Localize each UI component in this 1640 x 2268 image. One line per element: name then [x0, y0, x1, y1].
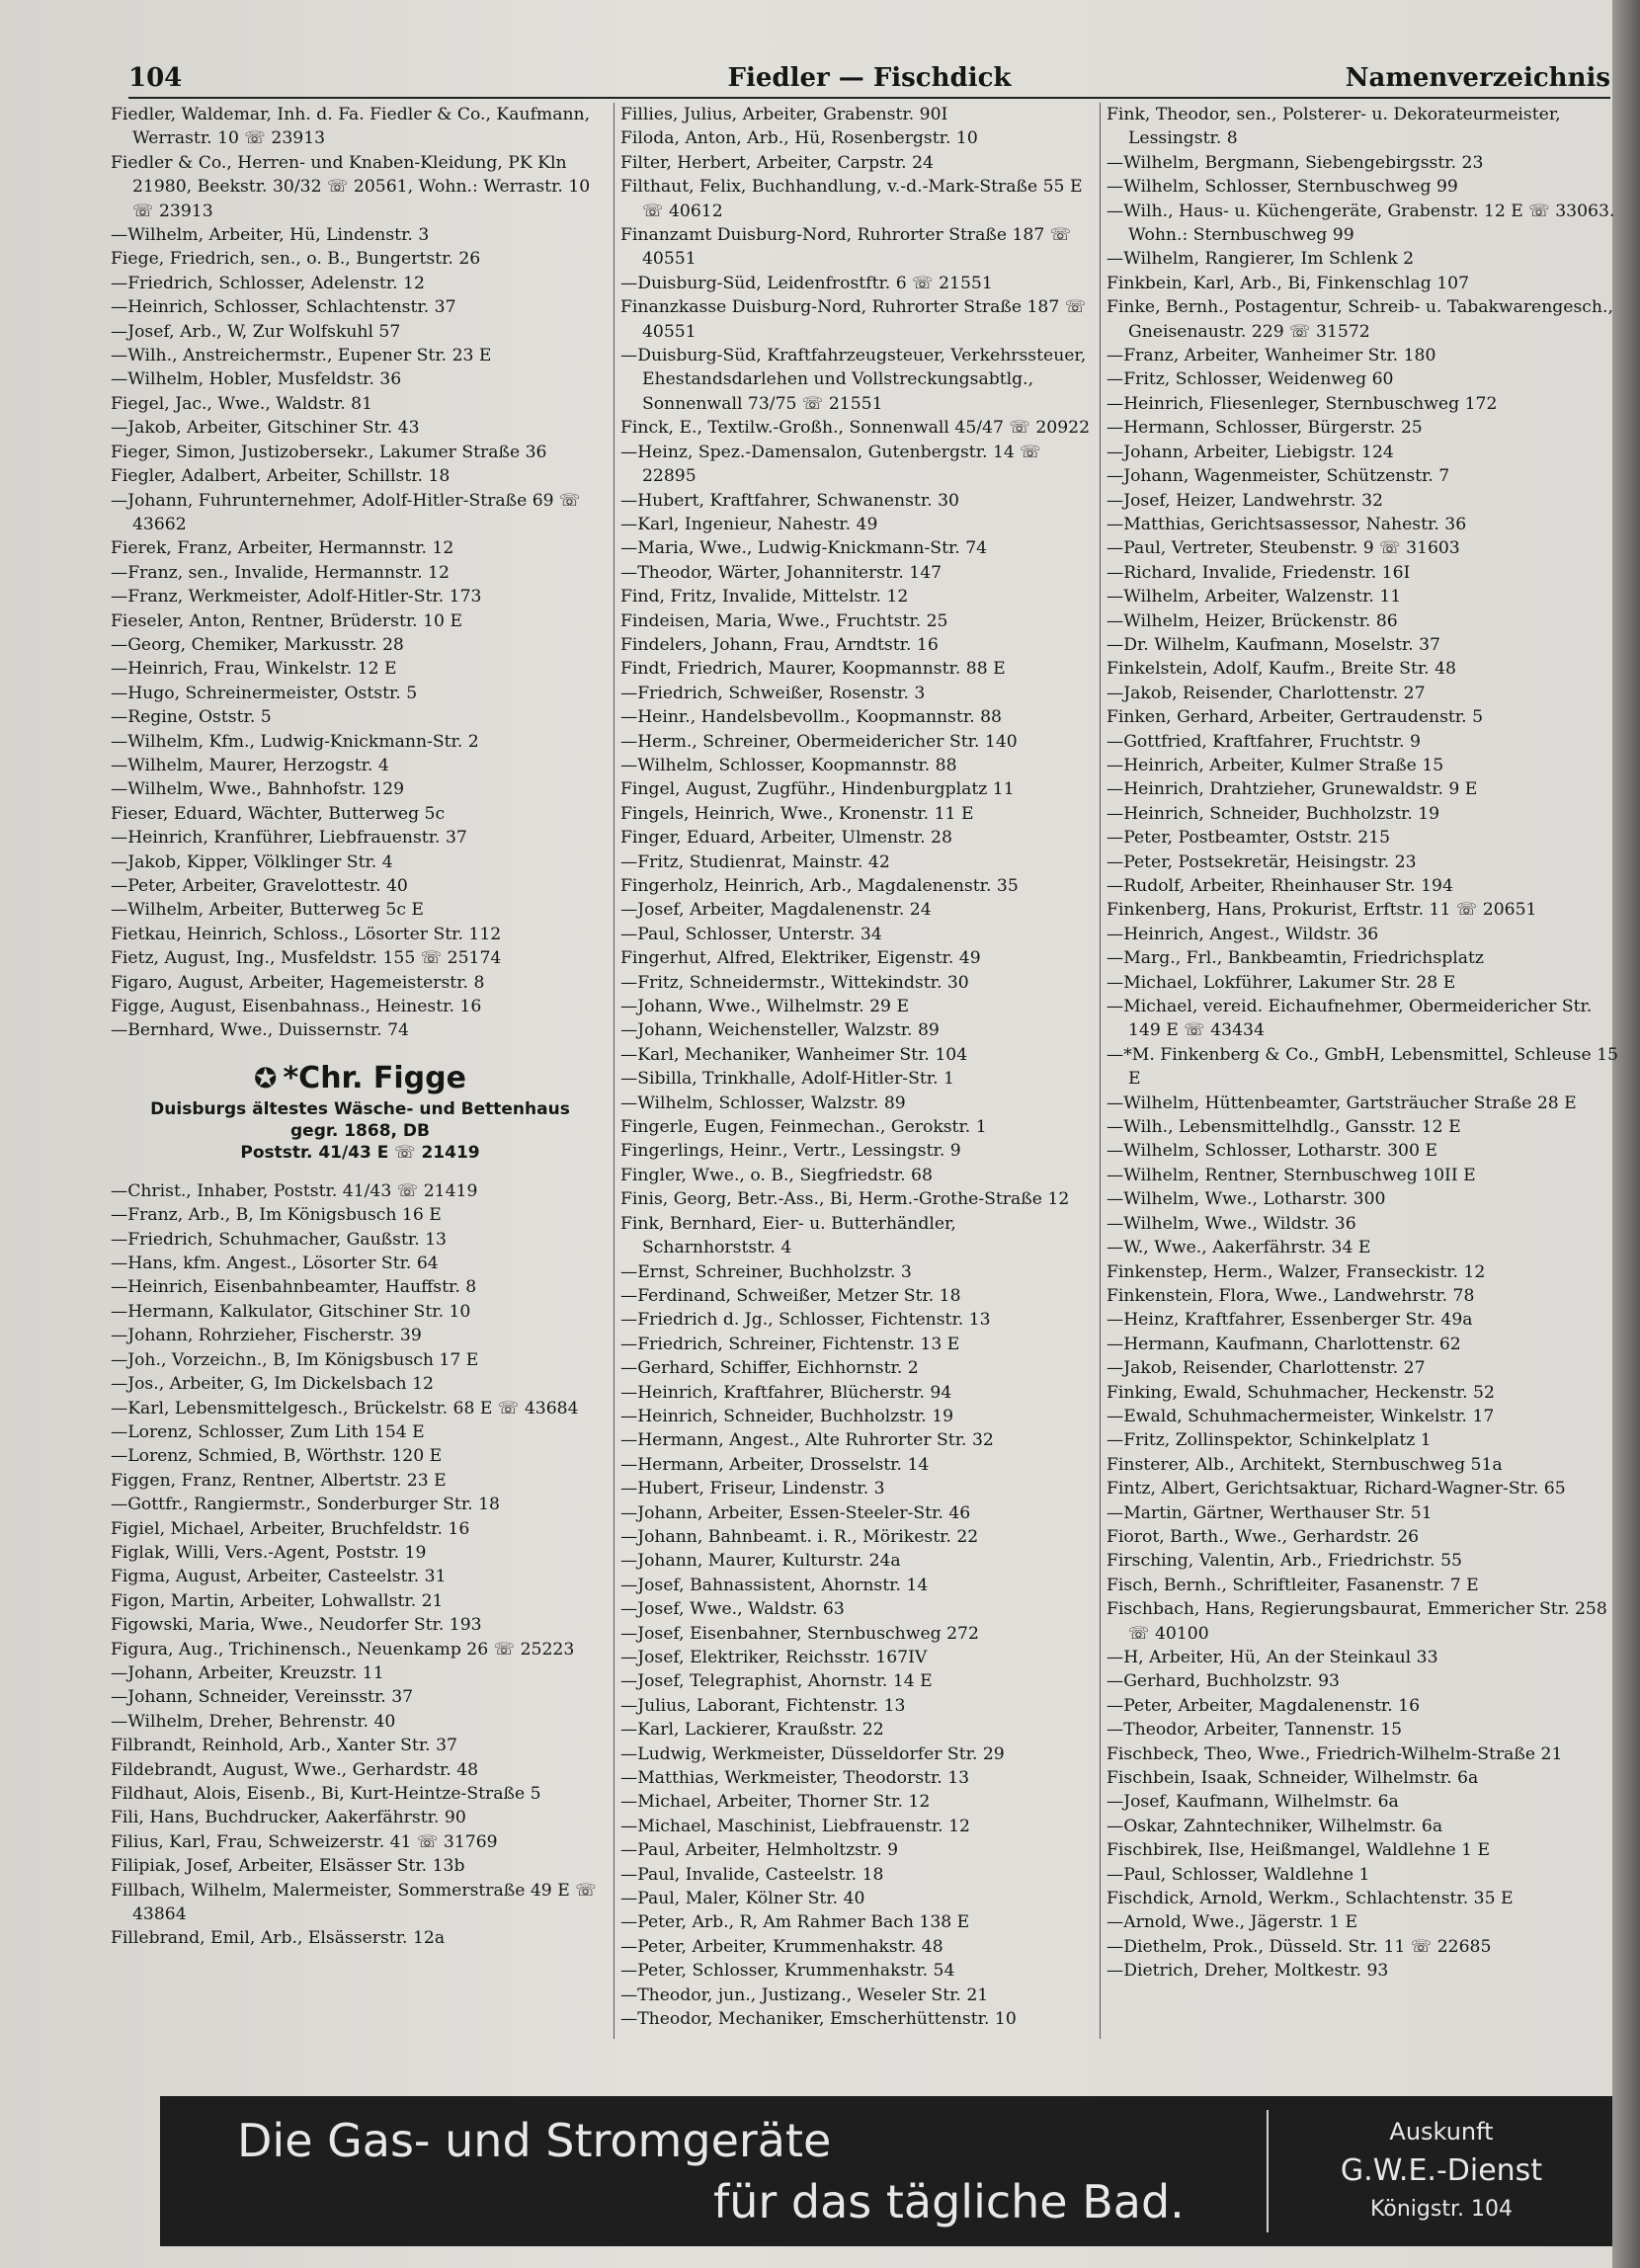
directory-entry: —Georg, Chemiker, Markusstr. 28: [111, 634, 404, 655]
directory-entry: —*M. Finkenberg & Co., GmbH, Lebensmittel, Schleuse 15 E: [1107, 1044, 1618, 1090]
directory-entry: Fili, Hans, Buchdrucker, Aakerfährstr. 90: [111, 1808, 466, 1828]
directory-entry: Fieser, Eduard, Wächter, Butterweg 5c: [111, 803, 446, 824]
directory-entry: —Dietrich, Dreher, Moltkestr. 93: [1107, 1961, 1389, 1982]
directory-entry: Fischbeck, Theo, Wwe., Friedrich-Wilhelm-Straße 21: [1107, 1743, 1563, 1764]
directory-entry: —Josef, Arbeiter, Magdalenenstr. 24: [620, 900, 932, 921]
page-header: [128, 61, 1610, 99]
directory-entry: —Wilhelm, Kfm., Ludwig-Knickmann-Str. 2: [111, 731, 479, 752]
advertisement-figge: [111, 1059, 610, 1164]
directory-entry: —Heinr., Handelsbevollm., Koopmannstr. 88: [620, 707, 1002, 728]
directory-entry: —Josef, Elektriker, Reichsstr. 167IV: [620, 1648, 928, 1667]
directory-entry: —Friedrich d. Jg., Schlosser, Fichtenstr. 13: [620, 1310, 991, 1331]
directory-entry: —Heinrich, Schneider, Buchholzstr. 19: [1107, 803, 1440, 824]
directory-entry: —Wilhelm, Schlosser, Koopmannstr. 88: [620, 755, 957, 775]
directory-entry: —Paul, Maler, Kölner Str. 40: [620, 1889, 865, 1909]
directory-entry: Figura, Aug., Trichinensch., Neuenkamp 26 ☏ 25223: [111, 1639, 575, 1660]
directory-entry: —Michael, Maschinist, Liebfrauenstr. 12: [620, 1816, 970, 1836]
directory-entry: Finkbein, Karl, Arb., Bi, Finkenschlag 107: [1107, 273, 1470, 293]
directory-entry: —Heinrich, Schneider, Buchholzstr. 19: [620, 1406, 954, 1426]
directory-entry: —Wilhelm, Maurer, Herzogstr. 4: [111, 755, 389, 775]
directory-entry: —Paul, Invalide, Casteelstr. 18: [620, 1864, 884, 1885]
directory-entry: —Ewald, Schuhmachermeister, Winkelstr. 17: [1107, 1406, 1495, 1426]
running-head: Fiedler — Fischdick: [727, 63, 1012, 93]
directory-entry: Fingler, Wwe., o. B., Siegfriedstr. 68: [620, 1165, 933, 1185]
directory-entry: —Gerhard, Schiffer, Eichhornstr. 2: [620, 1358, 919, 1379]
entry-list: [1107, 103, 1620, 1984]
page-number: 104: [128, 63, 183, 93]
directory-entry: —Joh., Vorzeichn., B, Im Königsbusch 17 E: [111, 1349, 479, 1370]
directory-entry: Fingerle, Eugen, Feinmechan., Gerokstr. 1: [620, 1117, 987, 1138]
directory-entry: —Johann, Arbeiter, Liebigstr. 124: [1107, 442, 1394, 462]
directory-entry: —Rudolf, Arbeiter, Rheinhauser Str. 194: [1107, 876, 1453, 896]
directory-entry: —Peter, Arb., R, Am Rahmer Bach 138 E: [620, 1912, 970, 1933]
directory-entry: Filter, Herbert, Arbeiter, Carpstr. 24: [620, 152, 934, 173]
directory-entry: —Peter, Postsekretär, Heisingstr. 23: [1107, 851, 1417, 872]
directory-entry: —Peter, Arbeiter, Magdalenenstr. 16: [1107, 1695, 1421, 1716]
directory-entry: —Karl, Lebensmittelgesch., Brückelstr. 68 E ☏ 43684: [111, 1398, 579, 1418]
directory-entry: —Martin, Gärtner, Werthauser Str. 51: [1107, 1502, 1433, 1523]
directory-entry: Fink, Bernhard, Eier- u. Butterhändler, Scharnhorststr. 4: [620, 1213, 956, 1258]
directory-entry: Fischbach, Hans, Regierungsbaurat, Emmericher Str. 258 ☏ 40100: [1107, 1599, 1607, 1644]
directory-entry: —Karl, Ingenieur, Nahestr. 49: [620, 514, 878, 534]
directory-entry: —Karl, Lackierer, Kraußstr. 22: [620, 1720, 884, 1741]
directory-entry: —Heinrich, Angest., Wildstr. 36: [1107, 924, 1379, 944]
directory-entry: —W., Wwe., Aakerfährstr. 34 E: [1107, 1238, 1371, 1258]
directory-entry: Fieger, Simon, Justizobersekr., Lakumer Straße 36: [111, 442, 547, 462]
directory-entry: Fietkau, Heinrich, Schloss., Lösorter Str. 112: [111, 924, 502, 944]
directory-entry: —Heinrich, Fliesenleger, Sternbuschweg 172: [1107, 393, 1498, 414]
directory-entry: Fingel, August, Zugführ., Hindenburgplatz 11: [620, 779, 1015, 800]
directory-entry: —Josef, Heizer, Landwehrstr. 32: [1107, 490, 1383, 511]
directory-entry: Fietz, August, Ing., Musfeldstr. 155 ☏ 25174: [111, 948, 502, 969]
directory-entry: —Josef, Bahnassistent, Ahornstr. 14: [620, 1575, 929, 1595]
directory-entry: —Lorenz, Schlosser, Zum Lith 154 E: [111, 1421, 425, 1442]
directory-entry: —Wilhelm, Dreher, Behrenstr. 40: [111, 1711, 396, 1732]
directory-entry: —Dr. Wilhelm, Kaufmann, Moselstr. 37: [1107, 634, 1440, 655]
directory-entry: Finkelstein, Adolf, Kaufm., Breite Str. 48: [1107, 659, 1456, 680]
directory-entry: Fintz, Albert, Gerichtsaktuar, Richard-Wagner-Str. 65: [1107, 1479, 1566, 1499]
directory-entry: —Wilh., Anstreichermstr., Eupener Str. 23 E: [111, 346, 492, 366]
entry-list: [111, 103, 610, 1043]
directory-entry: —Johann, Wagenmeister, Schützenstr. 7: [1107, 466, 1450, 487]
entry-list: [620, 103, 1095, 2032]
directory-entry: —Wilhelm, Hobler, Musfeldstr. 36: [111, 369, 402, 390]
section-title: Namenverzeichnis: [1345, 63, 1610, 93]
ad-line: gegr. 1868, DB: [290, 1120, 430, 1141]
directory-entry: —Wilhelm, Arbeiter, Hü, Lindenstr. 3: [111, 225, 430, 246]
directory-entry: —Wilhelm, Schlosser, Sternbuschweg 99: [1107, 177, 1458, 198]
directory-entry: Figge, August, Eisenbahnass., Heinestr. 16: [111, 997, 482, 1017]
directory-entry: Fieseler, Anton, Rentner, Brüderstr. 10 E: [111, 610, 462, 631]
directory-entry: —Wilhelm, Heizer, Brückenstr. 86: [1107, 610, 1398, 631]
directory-entry: —Michael, vereid. Eichaufnehmer, Obermeidericher Str. 149 E ☏ 43434: [1107, 997, 1593, 1041]
directory-entry: —Fritz, Schlosser, Weidenweg 60: [1107, 369, 1394, 390]
ad-title: *Chr. Figge: [283, 1060, 466, 1095]
directory-entry: —Wilhelm, Schlosser, Walzstr. 89: [620, 1093, 906, 1113]
directory-entry: —Herm., Schreiner, Obermeidericher Str. 140: [620, 731, 1018, 752]
directory-entry: —Wilhelm, Bergmann, Siebengebirgsstr. 23: [1107, 152, 1484, 173]
directory-entry: —Michael, Lokführer, Lakumer Str. 28 E: [1107, 972, 1456, 993]
directory-entry: —Marg., Frl., Bankbeamtin, Friedrichsplatz: [1107, 948, 1484, 969]
directory-entry: Finken, Gerhard, Arbeiter, Gertraudenstr. 5: [1107, 707, 1484, 728]
directory-entry: —Wilhelm, Wwe., Wildstr. 36: [1107, 1213, 1356, 1234]
directory-entry: —Johann, Wwe., Wilhelmstr. 29 E: [620, 997, 910, 1017]
directory-entry: —Christ., Inhaber, Poststr. 41/43 ☏ 21419: [111, 1180, 478, 1201]
column-2: [620, 103, 1095, 2039]
directory-entry: —Ernst, Schreiner, Buchholzstr. 3: [620, 1261, 912, 1282]
directory-entry: —Friedrich, Schuhmacher, Gaußstr. 13: [111, 1229, 447, 1250]
footer-info-name: G.W.E.-Dienst: [1340, 2153, 1543, 2188]
directory-entry: —Josef, Kaufmann, Wilhelmstr. 6a: [1107, 1792, 1399, 1813]
directory-entry: —Fritz, Zollinspektor, Schinkelplatz 1: [1107, 1430, 1432, 1451]
directory-entry: —Richard, Invalide, Friedenstr. 16I: [1107, 562, 1411, 583]
directory-entry: Finanzkasse Duisburg-Nord, Ruhrorter Straße 187 ☏ 40551: [620, 297, 1087, 342]
directory-entry: —Heinrich, Eisenbahnbeamter, Hauffstr. 8: [111, 1277, 477, 1298]
entry-list: [111, 1179, 610, 1951]
directory-entry: —Heinrich, Schlosser, Schlachtenstr. 37: [111, 297, 456, 318]
directory-entry: —Hermann, Arbeiter, Drosselstr. 14: [620, 1454, 930, 1475]
directory-entry: —Heinrich, Kraftfahrer, Blücherstr. 94: [620, 1382, 952, 1403]
directory-entry: —Wilhelm, Wwe., Bahnhofstr. 129: [111, 779, 405, 800]
directory-entry: Fierek, Franz, Arbeiter, Hermannstr. 12: [111, 538, 454, 559]
directory-entry: —Matthias, Gerichtsassessor, Nahestr. 36: [1107, 514, 1467, 534]
directory-entry: —Hermann, Kalkulator, Gitschiner Str. 10: [111, 1301, 471, 1322]
directory-entry: —Karl, Mechaniker, Wanheimer Str. 104: [620, 1044, 968, 1065]
directory-entry: —Friedrich, Schlosser, Adelenstr. 12: [111, 273, 425, 293]
directory-entry: Fillebrand, Emil, Arb., Elsässerstr. 12a: [111, 1928, 446, 1949]
directory-entry: Fiedler, Waldemar, Inh. d. Fa. Fiedler & Co., Kaufmann, Werrastr. 10 ☏ 23913: [111, 105, 591, 149]
directory-entry: Figon, Martin, Arbeiter, Lohwallstr. 21: [111, 1590, 444, 1611]
directory-entry: —Jakob, Arbeiter, Gitschiner Str. 43: [111, 418, 420, 439]
column-divider: [1100, 103, 1101, 2039]
directory-entry: —Friedrich, Schreiner, Fichtenstr. 13 E: [620, 1334, 960, 1354]
directory-entry: —Arnold, Wwe., Jägerstr. 1 E: [1107, 1912, 1358, 1933]
directory-entry: Fiegler, Adalbert, Arbeiter, Schillstr. 18: [111, 466, 451, 487]
directory-entry: —Johann, Weichensteller, Walzstr. 89: [620, 1020, 940, 1041]
column-1: [111, 103, 610, 2039]
ad-line: Duisburgs ältestes Wäsche- und Bettenhaus: [150, 1098, 570, 1119]
directory-entry: Figiel, Michael, Arbeiter, Bruchfeldstr. 16: [111, 1518, 470, 1539]
directory-entry: —Josef, Wwe., Waldstr. 63: [620, 1599, 845, 1620]
directory-entry: Filoda, Anton, Arb., Hü, Rosenbergstr. 10: [620, 128, 978, 149]
directory-entry: Figowski, Maria, Wwe., Neudorfer Str. 193: [111, 1615, 482, 1636]
directory-entry: —Heinrich, Frau, Winkelstr. 12 E: [111, 659, 397, 680]
directory-entry: Finck, E., Textilw.-Großh., Sonnenwall 45/47 ☏ 20922: [620, 418, 1091, 439]
directory-entry: —Ludwig, Werkmeister, Düsseldorfer Str. 29: [620, 1743, 1005, 1764]
directory-entry: —Hubert, Friseur, Lindenstr. 3: [620, 1479, 885, 1499]
directory-entry: —Sibilla, Trinkhalle, Adolf-Hitler-Str. 1: [620, 1069, 954, 1090]
directory-entry: Finkenberg, Hans, Prokurist, Erftstr. 11 ☏ 20651: [1107, 900, 1537, 921]
directory-entry: —Josef, Telegraphist, Ahornstr. 14 E: [620, 1671, 933, 1692]
directory-entry: —Gottfried, Kraftfahrer, Fruchtstr. 9: [1107, 731, 1421, 752]
directory-entry: —Paul, Schlosser, Waldlehne 1: [1107, 1864, 1370, 1885]
directory-entry: Filbrandt, Reinhold, Arb., Xanter Str. 37: [111, 1736, 457, 1756]
directory-entry: —Michael, Arbeiter, Thorner Str. 12: [620, 1792, 931, 1813]
directory-entry: —Theodor, Arbeiter, Tannenstr. 15: [1107, 1720, 1403, 1741]
directory-entry: Fiedler & Co., Herren- und Knaben-Kleidung, PK Kln 21980, Beekstr. 30/32 ☏ 20561, Wohn.: Werrastr. 10 ☏ 23913: [111, 152, 591, 221]
figge-logo-icon: ✪: [254, 1061, 278, 1094]
directory-entry: Finkenstep, Herm., Walzer, Franseckistr. 12: [1107, 1261, 1486, 1282]
directory-entry: Filius, Karl, Frau, Schweizerstr. 41 ☏ 31769: [111, 1831, 498, 1852]
directory-entry: Findelers, Johann, Frau, Arndtstr. 16: [620, 634, 939, 655]
directory-entry: —Wilhelm, Arbeiter, Butterweg 5c E: [111, 900, 424, 921]
directory-entry: Fildhaut, Alois, Eisenb., Bi, Kurt-Heintze-Straße 5: [111, 1784, 541, 1804]
directory-entry: —Heinrich, Kranführer, Liebfrauenstr. 37: [111, 828, 467, 849]
directory-entry: Findt, Friedrich, Maurer, Koopmannstr. 88 E: [620, 659, 1006, 680]
ad-line: Poststr. 41/43 E ☏ 21419: [240, 1142, 480, 1163]
directory-entry: —Heinz, Spez.-Damensalon, Gutenbergstr. 14 ☏ 22895: [620, 442, 1041, 487]
directory-entry: Fingerholz, Heinrich, Arb., Magdalenenstr. 35: [620, 876, 1019, 896]
directory-entry: —Lorenz, Schmied, B, Wörthstr. 120 E: [111, 1446, 443, 1467]
directory-entry: —Oskar, Zahntechniker, Wilhelmstr. 6a: [1107, 1816, 1443, 1836]
footer-info-address: Königstr. 104: [1370, 2197, 1513, 2222]
directory-entry: Filthaut, Felix, Buchhandlung, v.-d.-Mark-Straße 55 E ☏ 40612: [620, 177, 1083, 221]
directory-entry: —Hugo, Schreinermeister, Oststr. 5: [111, 683, 418, 703]
directory-entry: Finanzamt Duisburg-Nord, Ruhrorter Straße 187 ☏ 40551: [620, 225, 1072, 270]
directory-entry: Finger, Eduard, Arbeiter, Ulmenstr. 28: [620, 828, 952, 849]
directory-entry: Figgen, Franz, Rentner, Albertstr. 23 E: [111, 1470, 447, 1491]
directory-entry: Fingerlings, Heinr., Vertr., Lessingstr. 9: [620, 1141, 961, 1162]
directory-entry: Finsterer, Alb., Architekt, Sternbuschweg 51a: [1107, 1454, 1503, 1475]
directory-entry: —Friedrich, Schweißer, Rosenstr. 3: [620, 683, 926, 703]
directory-entry: Fillbach, Wilhelm, Malermeister, Sommerstraße 49 E ☏ 43864: [111, 1880, 597, 1925]
directory-entry: —Heinrich, Drahtzieher, Grunewaldstr. 9 E: [1107, 779, 1478, 800]
directory-entry: —Wilhelm, Arbeiter, Walzenstr. 11: [1107, 587, 1402, 608]
directory-entry: —Regine, Oststr. 5: [111, 707, 272, 728]
directory-entry: Filipiak, Josef, Arbeiter, Elsässer Str. 13b: [111, 1856, 465, 1877]
directory-entry: —Julius, Laborant, Fichtenstr. 13: [620, 1695, 906, 1716]
footer-slogan-line: Die Gas- und Stromgeräte: [237, 2114, 832, 2167]
directory-entry: —Wilh., Lebensmittelhdlg., Gansstr. 12 E: [1107, 1117, 1461, 1138]
directory-entry: —Jakob, Kipper, Völklinger Str. 4: [111, 851, 393, 872]
directory-entry: Figaro, August, Arbeiter, Hagemeisterstr. 8: [111, 972, 485, 993]
directory-entry: —Duisburg-Süd, Leidenfrostftr. 6 ☏ 21551: [620, 273, 993, 293]
directory-entry: Fischdick, Arnold, Werkm., Schlachtenstr. 35 E: [1107, 1889, 1514, 1909]
directory-entry: —Johann, Arbeiter, Kreuzstr. 11: [111, 1662, 384, 1683]
directory-entry: —Johann, Arbeiter, Essen-Steeler-Str. 46: [620, 1502, 971, 1523]
directory-entry: —Theodor, jun., Justizang., Weseler Str. 21: [620, 1984, 989, 2005]
directory-entry: —Franz, sen., Invalide, Hermannstr. 12: [111, 562, 450, 583]
directory-entry: —Peter, Postbeamter, Oststr. 215: [1107, 828, 1391, 849]
directory-entry: —Paul, Vertreter, Steubenstr. 9 ☏ 31603: [1107, 538, 1460, 559]
directory-entry: —Hans, kfm. Angest., Lösorter Str. 64: [111, 1254, 439, 1274]
footer-slogan-line: für das tägliche Bad.: [713, 2175, 1185, 2228]
directory-entry: —Wilhelm, Rangierer, Im Schlenk 2: [1107, 249, 1415, 270]
directory-entry: —Jakob, Reisender, Charlottenstr. 27: [1107, 683, 1426, 703]
directory-entry: —Fritz, Studienrat, Mainstr. 42: [620, 851, 890, 872]
directory-entry: —Franz, Werkmeister, Adolf-Hitler-Str. 173: [111, 587, 482, 608]
directory-entry: —Jakob, Reisender, Charlottenstr. 27: [1107, 1358, 1426, 1379]
directory-entry: Finis, Georg, Betr.-Ass., Bi, Herm.-Grothe-Straße 12: [620, 1189, 1070, 1210]
directory-entry: Fildebrandt, August, Wwe., Gerhardstr. 48: [111, 1759, 479, 1780]
directory-entry: —Wilhelm, Hüttenbeamter, Gartsträucher Straße 28 E: [1107, 1093, 1577, 1113]
directory-entry: —Fritz, Schneidermstr., Wittekindstr. 30: [620, 972, 969, 993]
directory-entry: —H, Arbeiter, Hü, An der Steinkaul 33: [1107, 1648, 1438, 1667]
directory-entry: —Franz, Arbeiter, Wanheimer Str. 180: [1107, 346, 1436, 366]
directory-entry: —Franz, Arb., B, Im Königsbusch 16 E: [111, 1205, 442, 1226]
directory-entry: Find, Fritz, Invalide, Mittelstr. 12: [620, 587, 909, 608]
directory-entry: Fillies, Julius, Arbeiter, Grabenstr. 90I: [620, 105, 948, 124]
directory-entry: —Matthias, Werkmeister, Theodorstr. 13: [620, 1768, 970, 1789]
directory-entry: —Maria, Wwe., Ludwig-Knickmann-Str. 74: [620, 538, 988, 559]
directory-entry: —Paul, Arbeiter, Helmholtzstr. 9: [620, 1840, 899, 1861]
directory-entry: —Hermann, Angest., Alte Ruhrorter Str. 32: [620, 1430, 994, 1451]
directory-entry: Fiegel, Jac., Wwe., Waldstr. 81: [111, 393, 373, 414]
directory-entry: —Gottfr., Rangiermstr., Sonderburger Str. 18: [111, 1495, 500, 1515]
directory-entry: —Gerhard, Buchholzstr. 93: [1107, 1671, 1340, 1692]
directory-entry: —Wilhelm, Schlosser, Lotharstr. 300 E: [1107, 1141, 1437, 1162]
directory-entry: —Diethelm, Prok., Düsseld. Str. 11 ☏ 22685: [1107, 1936, 1492, 1957]
directory-entry: Finking, Ewald, Schuhmacher, Heckenstr. 52: [1107, 1382, 1495, 1403]
directory-entry: —Wilh., Haus- u. Küchengeräte, Grabenstr. 12 E ☏ 33063. Wohn.: Sternbuschweg 99: [1107, 201, 1615, 246]
column-3: [1107, 103, 1620, 2039]
directory-entry: Fiege, Friedrich, sen., o. B., Bungertstr. 26: [111, 249, 481, 270]
directory-entry: —Johann, Rohrzieher, Fischerstr. 39: [111, 1326, 422, 1346]
directory-entry: —Ferdinand, Schweißer, Metzer Str. 18: [620, 1285, 961, 1306]
directory-entry: —Hermann, Kaufmann, Charlottenstr. 62: [1107, 1334, 1461, 1354]
directory-entry: —Theodor, Mechaniker, Emscherhüttenstr. 10: [620, 2009, 1017, 2030]
directory-entry: —Jos., Arbeiter, G, Im Dickelsbach 12: [111, 1374, 434, 1395]
directory-entry: —Duisburg-Süd, Kraftfahrzeugsteuer, Verkehrssteuer, Ehestandsdarlehen und Vollstreckungsabtlg., Sonnenwall 73/75 ☏ 21551: [620, 346, 1087, 414]
directory-entry: Fink, Theodor, sen., Polsterer- u. Dekorateurmeister, Lessingstr. 8: [1107, 105, 1561, 149]
directory-entry: —Johann, Maurer, Kulturstr. 24a: [620, 1551, 901, 1572]
directory-entry: —Johann, Schneider, Vereinsstr. 37: [111, 1687, 414, 1708]
directory-entry: —Paul, Schlosser, Unterstr. 34: [620, 924, 882, 944]
directory-entry: Figlak, Willi, Vers.-Agent, Poststr. 19: [111, 1542, 427, 1563]
directory-entry: Finke, Bernh., Postagentur, Schreib- u. Tabakwarengesch., Gneisenaustr. 229 ☏ 31572: [1107, 297, 1613, 342]
directory-entry: Fiorot, Barth., Wwe., Gerhardstr. 26: [1107, 1526, 1420, 1547]
directory-entry: —Bernhard, Wwe., Duissernstr. 74: [111, 1020, 409, 1041]
directory-entry: —Peter, Schlosser, Krummenhakstr. 54: [620, 1961, 955, 1982]
directory-entry: —Heinrich, Arbeiter, Kulmer Straße 15: [1107, 755, 1444, 775]
directory-entry: Fingels, Heinrich, Wwe., Kronenstr. 11 E: [620, 803, 974, 824]
directory-entry: —Peter, Arbeiter, Krummenhakstr. 48: [620, 1936, 943, 1957]
footer-divider: [1267, 2110, 1269, 2232]
directory-entry: —Johann, Fuhrunternehmer, Adolf-Hitler-Straße 69 ☏ 43662: [111, 490, 581, 534]
directory-entry: —Johann, Bahnbeamt. i. R., Mörikestr. 22: [620, 1526, 979, 1547]
directory-entry: Findeisen, Maria, Wwe., Fruchtstr. 25: [620, 610, 948, 631]
directory-entry: Fischbein, Isaak, Schneider, Wilhelmstr. 6a: [1107, 1768, 1479, 1789]
directory-entry: —Heinz, Kraftfahrer, Essenberger Str. 49a: [1107, 1310, 1473, 1331]
directory-entry: Figma, August, Arbeiter, Casteelstr. 31: [111, 1567, 447, 1587]
directory-entry: —Hermann, Schlosser, Bürgerstr. 25: [1107, 418, 1423, 439]
directory-entry: Fingerhut, Alfred, Elektriker, Eigenstr. 49: [620, 948, 981, 969]
directory-entry: —Hubert, Kraftfahrer, Schwanenstr. 30: [620, 490, 959, 511]
directory-entry: Fischbirek, Ilse, Heißmangel, Waldlehne 1 E: [1107, 1840, 1491, 1861]
directory-entry: Firsching, Valentin, Arb., Friedrichstr. 55: [1107, 1551, 1462, 1572]
directory-entry: —Theodor, Wärter, Johanniterstr. 147: [620, 562, 943, 583]
footer-advertisement: [160, 2096, 1612, 2246]
directory-entry: —Wilhelm, Wwe., Lotharstr. 300: [1107, 1189, 1386, 1210]
column-divider: [614, 103, 615, 2039]
directory-entry: Fisch, Bernh., Schriftleiter, Fasanenstr. 7 E: [1107, 1575, 1479, 1595]
directory-entry: —Peter, Arbeiter, Gravelottestr. 40: [111, 876, 408, 896]
directory-entry: —Josef, Eisenbahner, Sternbuschweg 272: [620, 1623, 979, 1644]
directory-entry: —Wilhelm, Rentner, Sternbuschweg 10II E: [1107, 1165, 1476, 1185]
directory-entry: —Josef, Arb., W, Zur Wolfskuhl 57: [111, 321, 401, 342]
directory-entry: Finkenstein, Flora, Wwe., Landwehrstr. 78: [1107, 1285, 1475, 1306]
footer-info-label: Auskunft: [1389, 2118, 1494, 2146]
